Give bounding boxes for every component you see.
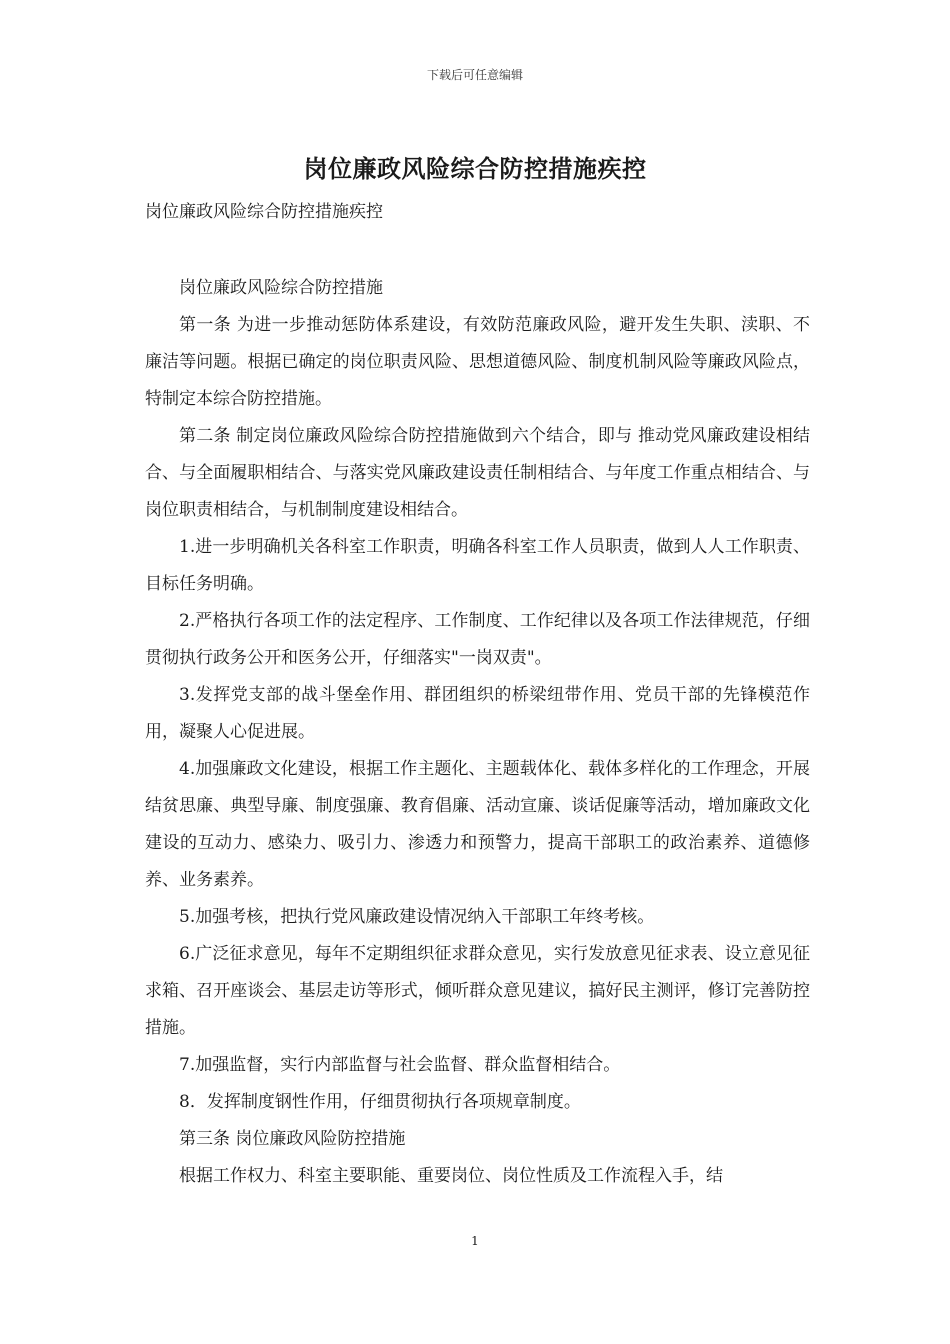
paragraph-item-2: 2.严格执行各项工作的法定程序、工作制度、工作纪律以及各项工作法律规范，仔细贯彻执行政务公开和医务公开，仔细落实"一岗双责"。 [145, 611, 810, 668]
paragraph-article-2: 第二条 制定岗位廉政风险综合防控措施做到六个结合，即与 推动党风廉政建设相结合、与全面履职相结合、与落实党风廉政建设责任制相结合、与年度工作重点相结合、与岗位职责相结合，与机制制度建设相结合。 [145, 426, 810, 520]
paragraph-item-4: 4.加强廉政文化建设，根据工作主题化、主题载体化、载体多样化的工作理念，开展结贫思廉、典型导廉、制度强廉、教育倡廉、活动宣廉、谈话促廉等活动，增加廉政文化建设的互动力、感染力、吸引力、渗透力和预警力，提高干部职工的政治素养、道德修养、业务素养。 [145, 759, 810, 890]
page-header-note: 下载后可任意编辑 [426, 68, 523, 82]
paragraph-article-3: 第三条 岗位廉政风险防控措施 [179, 1129, 406, 1149]
document-subtitle: 岗位廉政风险综合防控措施疾控 [145, 202, 383, 222]
paragraph-item-1: 1.进一步明确机关各科室工作职责，明确各科室工作人员职责，做到人人工作职责、目标任务明确。 [145, 537, 810, 594]
paragraph-item-7: 7.加强监督，实行内部监督与社会监督、群众监督相结合。 [179, 1055, 621, 1075]
document-body [145, 270, 810, 1195]
paragraph-item-6: 6.广泛征求意见，每年不定期组织征求群众意见，实行发放意见征求表、设立意见征求箱、召开座谈会、基层走访等形式，倾听群众意见建议，搞好民主测评，修订完善防控措施。 [145, 944, 810, 1038]
page-number: 1 [471, 1234, 479, 1248]
document-title: 岗位廉政风险综合防控措施疾控 [303, 154, 647, 183]
paragraph-article-1: 第一条 为进一步推动惩防体系建设，有效防范廉政风险，避开发生失职、渎职、不廉洁等问题。根据已确定的岗位职责风险、思想道德风险、制度机制风险等廉政风险点，特制定本综合防控措施。 [145, 315, 810, 409]
paragraph-heading: 岗位廉政风险综合防控措施 [179, 278, 383, 298]
paragraph-item-5: 5.加强考核，把执行党风廉政建设情况纳入干部职工年终考核。 [179, 907, 655, 927]
paragraph-item-3: 3.发挥党支部的战斗堡垒作用、群团组织的桥梁纽带作用、党员干部的先锋模范作用，凝聚人心促进展。 [145, 685, 810, 742]
paragraph-item-8: 8．发挥制度钢性作用，仔细贯彻执行各项规章制度。 [179, 1092, 581, 1112]
paragraph-article-3-body: 根据工作权力、科室主要职能、重要岗位、岗位性质及工作流程入手，结 [179, 1166, 723, 1186]
